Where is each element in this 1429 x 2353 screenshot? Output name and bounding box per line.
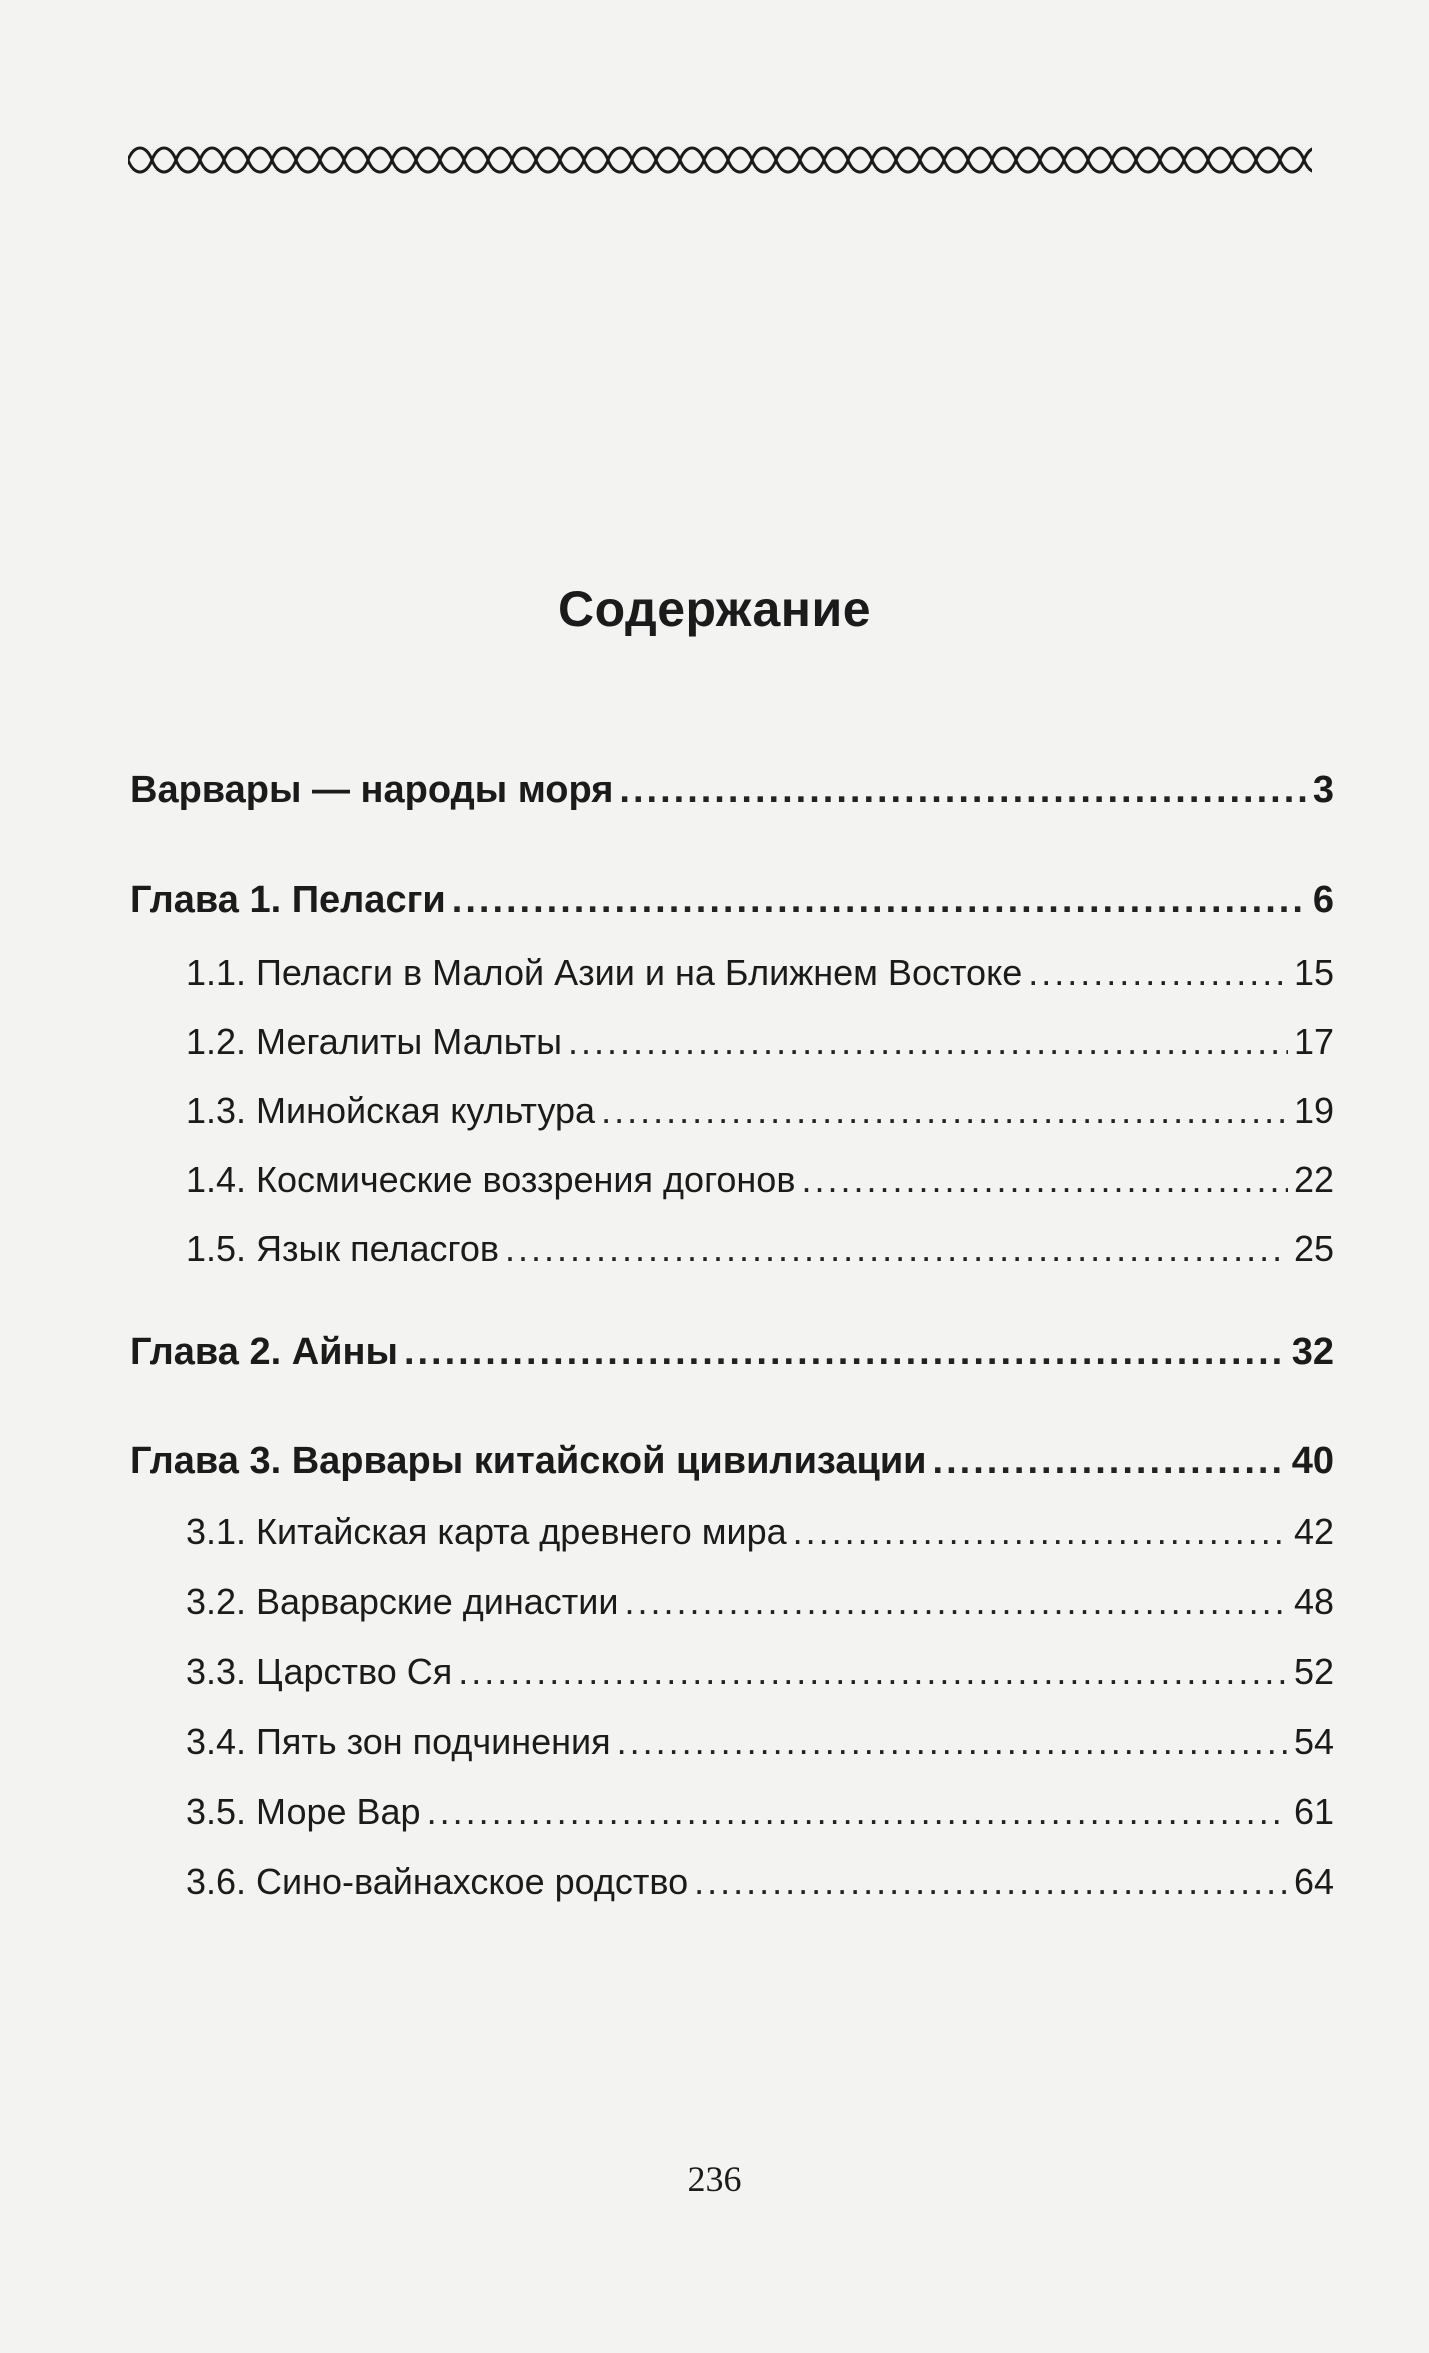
leader-dots bbox=[1028, 943, 1288, 1003]
leader-dots bbox=[801, 1150, 1288, 1210]
leader-dots bbox=[568, 1012, 1288, 1072]
leader-dots bbox=[601, 1081, 1288, 1141]
leader-dots bbox=[933, 1431, 1286, 1491]
toc-entry-chapter-2[interactable] bbox=[130, 1322, 1334, 1382]
entry-title: 3.6. Сино-вайнахское родство bbox=[186, 1861, 689, 1902]
toc-entry-chapter-3[interactable] bbox=[130, 1431, 1334, 1491]
leader-dots bbox=[619, 760, 1306, 820]
entry-title: 3.1. Китайская карта древнего мира bbox=[186, 1511, 787, 1552]
entry-title: 3.3. Царство Ся bbox=[186, 1651, 453, 1692]
entry-title: 3.4. Пять зон подчинения bbox=[186, 1721, 611, 1762]
entry-page: 42 bbox=[1293, 1511, 1334, 1552]
toc-entry-section-1-2[interactable] bbox=[186, 1012, 1334, 1072]
toc-entry-section-3-2[interactable] bbox=[186, 1572, 1334, 1632]
entry-page: 40 bbox=[1291, 1440, 1334, 1482]
toc-entry-section-3-1[interactable] bbox=[186, 1502, 1334, 1562]
entry-page: 64 bbox=[1293, 1861, 1334, 1902]
entry-page: 6 bbox=[1312, 879, 1334, 921]
entry-page: 25 bbox=[1293, 1228, 1334, 1269]
leader-dots bbox=[404, 1322, 1286, 1382]
entry-page: 52 bbox=[1293, 1651, 1334, 1692]
leader-dots bbox=[793, 1502, 1288, 1562]
toc-entry-section-3-3[interactable] bbox=[186, 1642, 1334, 1702]
entry-page: 22 bbox=[1293, 1159, 1334, 1200]
toc-entry-section-1-4[interactable] bbox=[186, 1150, 1334, 1210]
entry-title: Глава 2. Айны bbox=[130, 1331, 398, 1373]
leader-dots bbox=[694, 1852, 1288, 1912]
leader-dots bbox=[452, 870, 1307, 930]
entry-page: 32 bbox=[1291, 1331, 1334, 1373]
toc-entry-section-1-1[interactable] bbox=[186, 943, 1334, 1003]
entry-title: 1.4. Космические воззрения догонов bbox=[186, 1159, 796, 1200]
entry-page: 48 bbox=[1293, 1581, 1334, 1622]
leader-dots bbox=[458, 1642, 1288, 1702]
entry-title: 3.2. Варварские династии bbox=[186, 1581, 619, 1622]
entry-title: 1.1. Пеласги в Малой Азии и на Ближнем Востоке bbox=[186, 952, 1023, 993]
toc-entry-barbarians-sea-peoples[interactable] bbox=[130, 760, 1334, 820]
entry-page: 3 bbox=[1312, 769, 1334, 811]
toc-entry-section-3-4[interactable] bbox=[186, 1712, 1334, 1772]
entry-title: 1.5. Язык пеласгов bbox=[186, 1228, 500, 1269]
entry-title: 3.5. Море Вар bbox=[186, 1791, 421, 1832]
entry-page: 54 bbox=[1293, 1721, 1334, 1762]
leader-dots bbox=[505, 1219, 1288, 1279]
toc-entry-chapter-1[interactable] bbox=[130, 870, 1334, 930]
entry-page: 15 bbox=[1293, 952, 1334, 993]
toc-entry-section-3-5[interactable] bbox=[186, 1782, 1334, 1842]
entry-page: 19 bbox=[1293, 1090, 1334, 1131]
entry-page: 61 bbox=[1293, 1791, 1334, 1832]
entry-title: 1.3. Минойская культура bbox=[186, 1090, 596, 1131]
leader-dots bbox=[617, 1712, 1288, 1772]
toc-entry-section-1-3[interactable] bbox=[186, 1081, 1334, 1141]
leader-dots bbox=[624, 1572, 1287, 1632]
entry-title: 1.2. Мегалиты Мальты bbox=[186, 1021, 563, 1062]
entry-title: Глава 1. Пеласги bbox=[130, 879, 446, 921]
decorative-wave-border bbox=[128, 140, 1312, 180]
toc-heading: Содержание bbox=[557, 581, 872, 637]
entry-page: 17 bbox=[1293, 1021, 1334, 1062]
page-number: 236 bbox=[687, 2159, 742, 2199]
toc-entry-section-3-6[interactable] bbox=[186, 1852, 1334, 1912]
leader-dots bbox=[427, 1782, 1288, 1842]
entry-title: Варвары — народы моря bbox=[130, 769, 614, 811]
entry-title: Глава 3. Варвары китайской цивилизации bbox=[130, 1440, 927, 1482]
toc-entry-section-1-5[interactable] bbox=[186, 1219, 1334, 1279]
